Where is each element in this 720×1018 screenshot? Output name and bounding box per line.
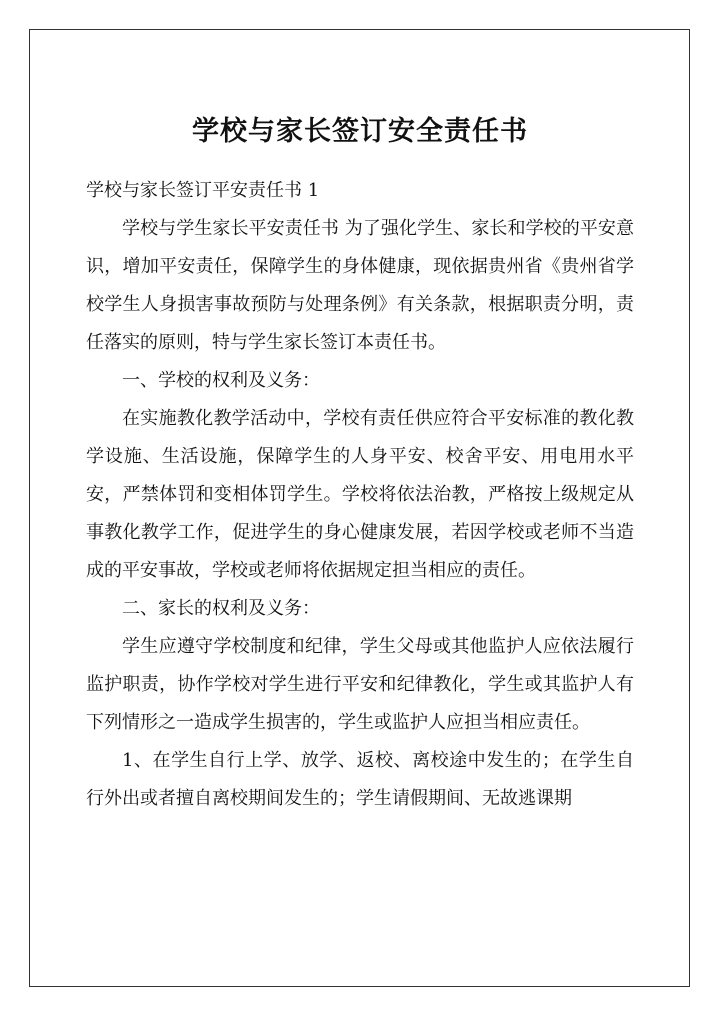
section-heading-parents: 二、家长的权利及义务： [122, 598, 320, 619]
document-subtitle: 学校与家长签订平安责任书 1 [86, 180, 320, 201]
document-body [86, 172, 634, 818]
paragraph-parent-duties: 学生应遵守学校制度和纪律，学生父母或其他监护人应依法履行监护职责，协作学校对学生进行平安和纪律教化，学生或其监护人有下列情形之一造成学生损害的，学生或监护人应担当相应责任。 [86, 636, 634, 733]
document-title: 学校与家长签订安全责任书 [192, 116, 528, 147]
paragraph-item-1: 1、在学生自行上学、放学、返校、离校途中发生的；在学生自行外出或者擅自离校期间发生的；学生请假期间、无故逃课期 [86, 750, 634, 809]
section-heading-school: 一、学校的权利及义务： [122, 370, 320, 391]
paragraph-intro: 学校与学生家长平安责任书 为了强化学生、家长和学校的平安意识，增加平安责任，保障学生的身体健康，现依据贵州省《贵州省学校学生人身损害事故预防与处理条例》有关条款，根据职责分明，责任落实的原则，特与学生家长签订本责任书。 [86, 218, 634, 353]
paragraph-school-duties: 在实施教化教学活动中，学校有责任供应符合平安标准的教化教学设施、生活设施，保障学生的人身平安、校舍平安、用电用水平安，严禁体罚和变相体罚学生。学校将依法治教，严格按上级规定从事教化教学工作，促进学生的身心健康发展，若因学校或老师不当造成的平安事故，学校或老师将依据规定担当相应的责任。 [86, 408, 634, 581]
